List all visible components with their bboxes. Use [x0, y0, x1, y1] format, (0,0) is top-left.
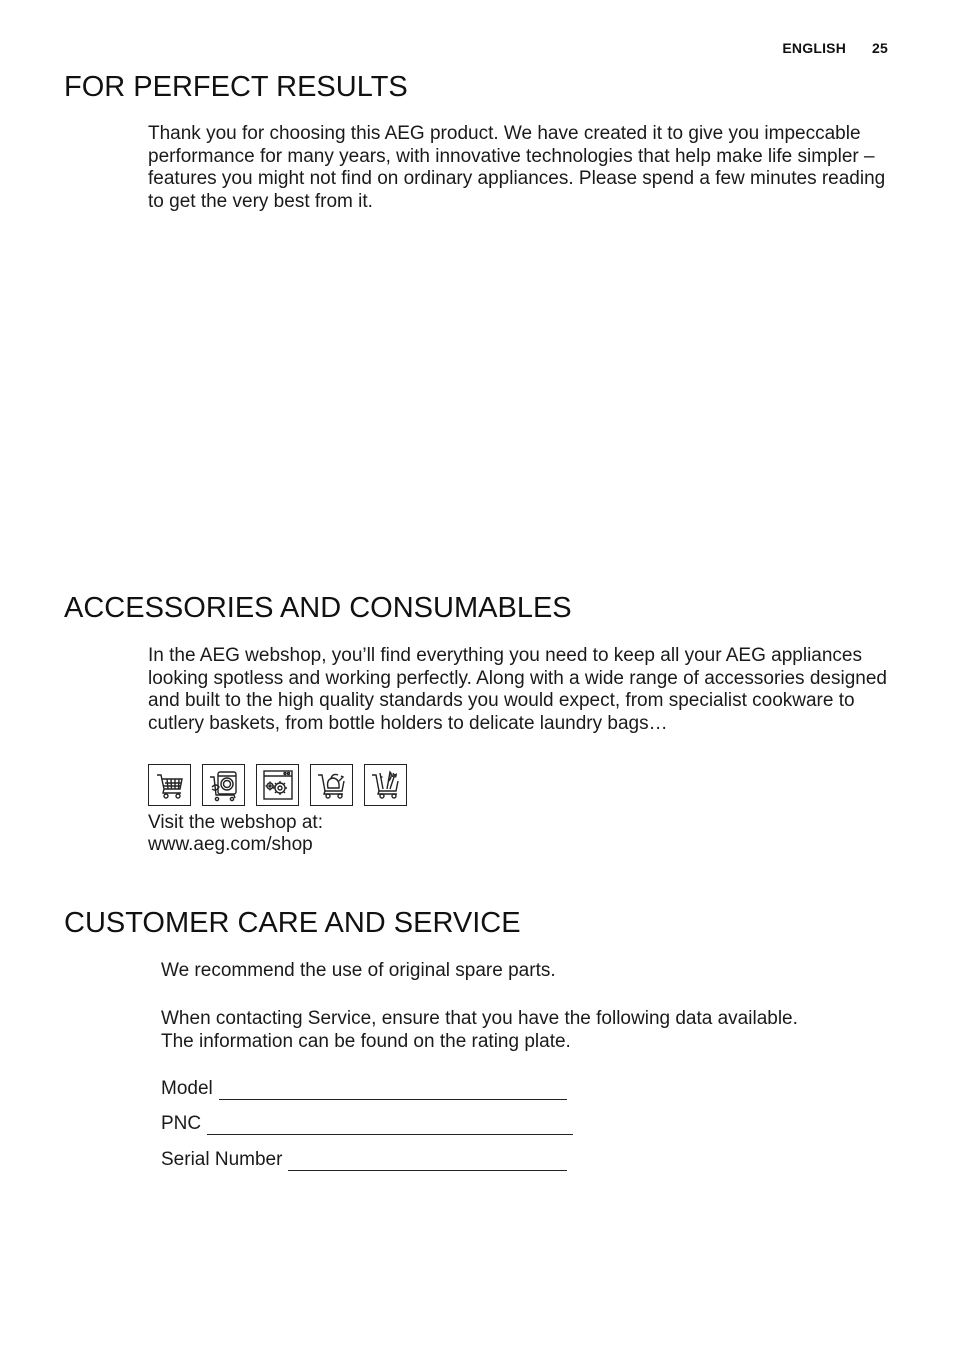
model-entry-line[interactable] — [219, 1083, 567, 1100]
serial-number-field — [161, 1149, 567, 1171]
accessories-text: In the AEG webshop, you’ll find everything you need to keep all your AEG appliances looking spotless and working perfectly. Along with a wide range of accessories designed and built to the high quality standards you would expect, from specialist cookware to cutlery baskets, from bottle holders to delicate laundry bags… — [148, 645, 887, 734]
spare-parts-text: We recommend the use of original spare parts. — [161, 960, 556, 981]
model-label: Model — [161, 1078, 213, 1099]
webshop-icons — [148, 764, 407, 806]
kettle-cart-icon — [310, 764, 353, 806]
serial-number-label: Serial Number — [161, 1149, 283, 1170]
webshop-visit-label: Visit the webshop at: — [148, 812, 323, 833]
section-title-customer-care: CUSTOMER CARE AND SERVICE — [64, 907, 521, 939]
pnc-field — [161, 1113, 573, 1135]
page-number: 25 — [872, 40, 888, 56]
language-label: ENGLISH — [782, 40, 847, 56]
section-title-accessories: ACCESSORIES AND CONSUMABLES — [64, 592, 572, 624]
rating-plate-text: The information can be found on the rating plate. — [161, 1031, 571, 1052]
contact-service-text: When contacting Service, ensure that you have the following data available. — [161, 1008, 798, 1029]
pnc-entry-line[interactable] — [207, 1118, 573, 1135]
cutlery-cart-icon — [364, 764, 407, 806]
model-field — [161, 1078, 567, 1100]
shopping-cart-icon — [148, 764, 191, 806]
oven-cart-icon — [256, 764, 299, 806]
perfect-results-text: Thank you for choosing this AEG product. We have created it to give you impeccable performance for many years, with innovative technologies that help make life simpler – features you might not find on ordinary appliances. Please spend a few minutes reading to get the very best from it. — [148, 123, 886, 212]
page-header — [782, 40, 888, 56]
section-title-perfect-results: FOR PERFECT RESULTS — [64, 71, 408, 103]
pnc-label: PNC — [161, 1113, 202, 1134]
serial-number-entry-line[interactable] — [288, 1154, 567, 1171]
washing-machine-cart-icon — [202, 764, 245, 806]
webshop-link[interactable]: www.aeg.com/shop — [148, 834, 313, 855]
